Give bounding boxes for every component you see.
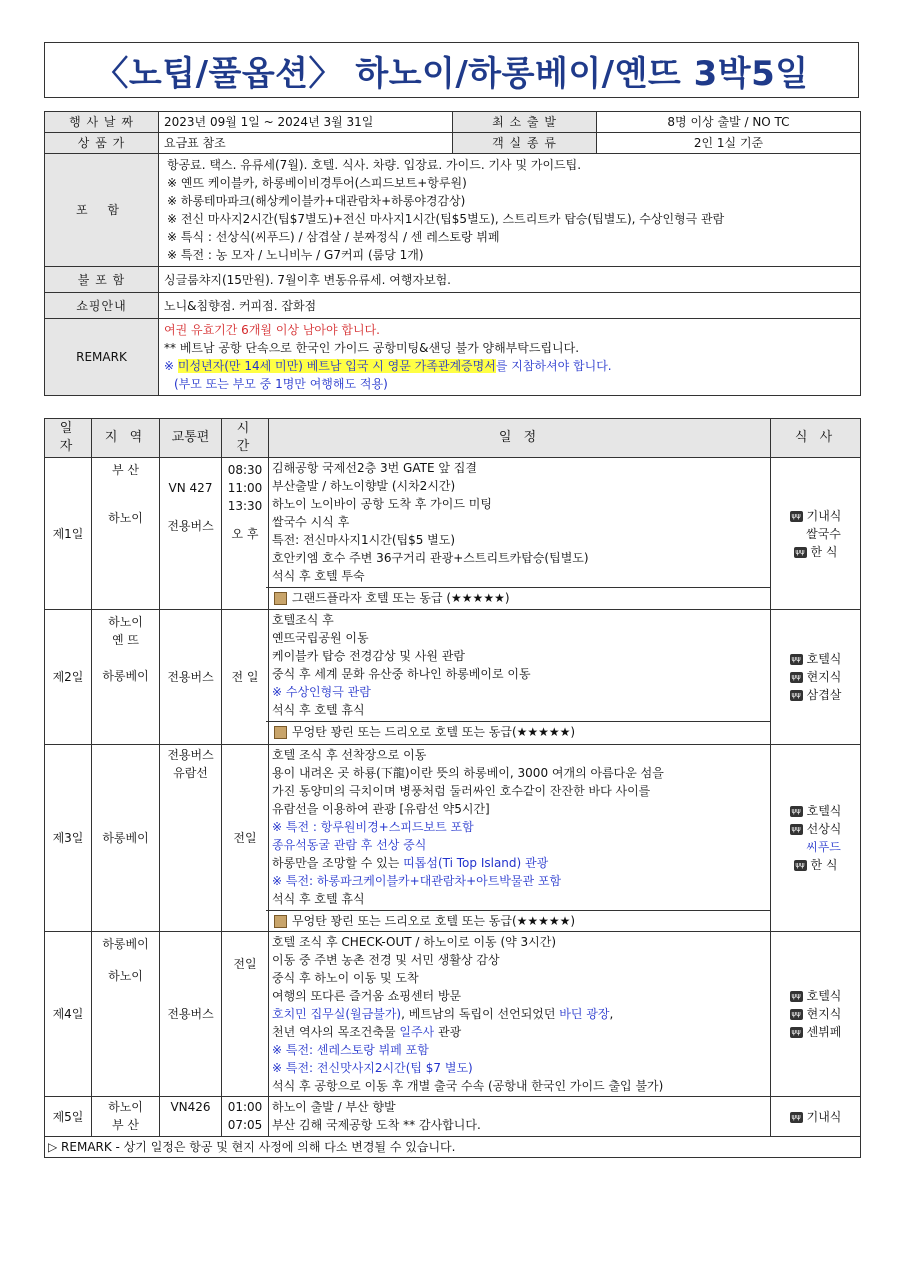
day5-itinerary — [269, 1097, 771, 1137]
meal-text: 현지식 — [806, 1007, 842, 1021]
day3-time: 전일 — [222, 745, 269, 932]
itinerary-line — [272, 1023, 767, 1041]
itinerary-line: 호텔 조식 후 CHECK-OUT / 하노이로 이동 (약 3시간) — [272, 935, 557, 949]
itinerary-line: 호안키엠 호수 주변 36구거리 관광+스트리트카탑승(팁별도) — [272, 551, 589, 565]
schedule-table — [44, 418, 861, 1158]
meal-icon: ψψ — [791, 1112, 801, 1121]
header-meal: 식 사 — [771, 419, 861, 458]
itinerary-line: 하노이 노이바이 공항 도착 후 가이드 미팅 — [272, 497, 492, 511]
shop-value: 노니&침향점. 커피점. 잡화점 — [159, 293, 861, 319]
remark-label: REMARK — [45, 319, 159, 396]
itinerary-line: 석식 후 호텔 휴식 — [272, 703, 365, 717]
remark-row — [45, 319, 861, 396]
region: 하노이 — [108, 969, 143, 983]
itinerary-line: 이동 중 주변 농촌 전경 및 서민 생활상 감상 — [272, 953, 500, 967]
text: , 베트남의 독립이 선언되었던 — [401, 1007, 560, 1021]
day4-label: 제4일 — [45, 932, 92, 1097]
itinerary-line: ※ 특전: 전신맛사지2시간(팁 $7 별도) — [272, 1061, 473, 1075]
hotel-row — [266, 910, 770, 931]
remark-passport: 여권 유효기간 6개월 이상 남아야 합니다. — [164, 323, 380, 337]
price-row — [45, 133, 861, 154]
flight-number: VN 427 — [168, 481, 213, 495]
meal — [774, 686, 857, 704]
meal — [774, 1108, 857, 1126]
include-line: ※ 옌뜨 케이블카, 하롱베이비경투어(스피드보트+항루원) — [167, 176, 467, 190]
meal-text: 선상식 — [806, 822, 842, 836]
day5-transport: VN426 — [160, 1097, 222, 1137]
include-line: ※ 하롱테마파크(해상케이블카+대관람차+하롱야경감상) — [167, 194, 466, 208]
itinerary-line: 여행의 또다른 즐거움 쇼핑센터 방문 — [272, 989, 462, 1003]
meal-text: 쌀국수 — [806, 526, 841, 541]
meal — [774, 507, 857, 525]
min-label: 최 소 출 발 — [453, 112, 597, 133]
period-label: 행 사 날 짜 — [45, 112, 159, 133]
meal-icon: ψψ — [791, 673, 801, 681]
day4-time — [222, 932, 269, 1097]
region-hanoi: 하노이 — [108, 511, 143, 525]
day5-time — [222, 1097, 269, 1137]
itinerary-line — [272, 854, 767, 872]
include-line: ※ 특식 : 선상식(씨푸드) / 삼겹살 / 분짜정식 / 센 레스토랑 뷔페 — [167, 230, 500, 244]
day4-row — [45, 932, 861, 1097]
meal-text: 호텔식 — [806, 989, 842, 1003]
text: 관광 — [434, 1025, 462, 1039]
meal-text: 기내식 — [806, 1109, 842, 1124]
info-table — [44, 111, 861, 396]
exclude-value: 싱글룸챠지(15만원). 7월이후 변동유류세. 여행자보험. — [159, 267, 861, 293]
hotel-row — [266, 587, 770, 608]
day2-label: 제2일 — [45, 610, 92, 745]
day1-transport — [160, 458, 222, 610]
period-row — [45, 112, 861, 133]
day3-region: 하롱베이 — [92, 745, 160, 932]
meal — [774, 820, 857, 838]
bus: 전용버스 — [167, 519, 214, 533]
one-pillar-pagoda: 일주사 — [399, 1025, 435, 1039]
exclude-label: 불 포 함 — [45, 267, 159, 293]
day4-region — [92, 932, 160, 1097]
itinerary-line: 특전: 전신마사지1시간(팁$5 별도) — [272, 533, 456, 547]
day5-row — [45, 1097, 861, 1137]
itinerary-line: 케이블카 탑승 전경감상 및 사원 관람 — [272, 649, 465, 663]
meal-icon: ψψ — [791, 825, 801, 833]
itinerary-line: ※ 수상인형극 관람 — [272, 685, 371, 699]
meal — [774, 838, 857, 856]
itinerary-line: 용이 내려온 곳 하룡(下龍)이란 뜻의 하롱베이, 3000 여개의 아름다운 섬을 — [272, 766, 664, 780]
include-row — [45, 154, 861, 267]
itinerary-line: ※ 특전 : 항루원비경+스피드보트 포함 — [272, 820, 474, 834]
itinerary-line: 호텔 조식 후 선착장으로 이동 — [272, 748, 427, 762]
remark-minor-prefix: ※ — [164, 359, 178, 373]
itinerary-line: 옌뜨국립공원 이동 — [272, 631, 369, 645]
remark-minor — [164, 357, 855, 375]
itinerary-line: 유람선을 이용하여 관광 [유람선 약5시간] — [272, 802, 490, 816]
meal-icon: ψψ — [791, 1028, 801, 1036]
exclude-row — [45, 267, 861, 293]
time: 11:00 — [227, 481, 263, 495]
header-region: 지 역 — [92, 419, 160, 458]
day4-itinerary — [269, 932, 771, 1097]
badinh-square: 바딘 광장 — [559, 1007, 610, 1021]
day4-meals — [771, 932, 861, 1097]
day2-meals — [771, 610, 861, 745]
itinerary-line: 쌀국수 시식 후 — [272, 515, 350, 529]
itinerary-line: 중식 후 하노이 이동 및 도착 — [272, 971, 419, 985]
time: 오 후 — [231, 527, 259, 541]
itinerary-line: 하노이 출발 / 부산 향발 — [272, 1100, 396, 1114]
cruise: 유람선 — [173, 766, 208, 780]
text: , — [609, 1007, 614, 1021]
day3-itinerary — [269, 745, 771, 932]
meal — [774, 543, 857, 561]
meal-icon: ψψ — [795, 547, 805, 556]
meal — [774, 856, 857, 874]
region: 하롱베이 — [102, 937, 149, 951]
time: 13:30 — [227, 499, 263, 513]
include-list — [159, 154, 861, 267]
meal — [774, 987, 857, 1005]
include-label: 포 함 — [45, 154, 159, 267]
day1-label: 제1일 — [45, 458, 92, 610]
day3-label: 제3일 — [45, 745, 92, 932]
price-value: 요금표 참조 — [159, 133, 453, 154]
hochiminh-office: 호치민 집무실(월금불가) — [272, 1007, 402, 1021]
itinerary-line — [272, 1005, 767, 1023]
remark-parent: (부모 또는 부모 중 1명만 여행해도 적용) — [174, 377, 388, 391]
meal-text: 기내식 — [806, 508, 842, 523]
region: 부 산 — [112, 1118, 139, 1132]
day2-row — [45, 610, 861, 745]
hotel-name: 무엉탄 꽝린 또는 드리오로 호텔 또는 동급(★★★★★) — [292, 914, 576, 928]
header-itinerary: 일 정 — [269, 419, 771, 458]
region-busan: 부 산 — [112, 463, 139, 477]
header-transport: 교통편 — [160, 419, 222, 458]
time: 01:00 — [227, 1100, 263, 1114]
remark-airport: ** 베트남 공항 단속으로 한국인 가이드 공항미팅&샌딩 불가 양해부탁드립니다. — [164, 341, 580, 355]
price-label: 상 품 가 — [45, 133, 159, 154]
hotel-name: 그랜드플라자 호텔 또는 동급 (★★★★★) — [292, 591, 510, 605]
meal-icon: ψψ — [791, 691, 801, 699]
title-box — [44, 42, 859, 98]
itinerary-line: ※ 특전: 하롱파크케이블카+대관람차+아트박물관 포함 — [272, 874, 562, 888]
room-label: 객 실 종 류 — [453, 133, 597, 154]
day2-region — [92, 610, 160, 745]
time: 08:30 — [227, 463, 263, 477]
day1-time — [222, 458, 269, 610]
day2-transport: 전용버스 — [160, 610, 222, 745]
itinerary-line: 가진 동양미의 극치이며 병풍처럼 둘러싸인 호수같이 잔잔한 바다 사이를 — [272, 784, 651, 798]
header-day: 일 자 — [45, 419, 92, 458]
hotel-icon — [274, 726, 287, 739]
remark-minor-suffix: 를 지참하셔야 합니다. — [495, 359, 612, 373]
text: 천년 역사의 목조건축물 — [272, 1025, 400, 1039]
meal-text: 씨푸드 — [806, 840, 841, 854]
itinerary-line: 부산출발 / 하노이향발 (시차2시간) — [272, 479, 456, 493]
meal-icon: ψψ — [791, 655, 801, 663]
shop-label: 쇼핑안내 — [45, 293, 159, 319]
meal-icon: ψψ — [791, 511, 801, 520]
itinerary-line: 석식 후 호텔 휴식 — [272, 892, 365, 906]
shop-row — [45, 293, 861, 319]
meal — [774, 668, 857, 686]
meal-icon: ψψ — [791, 1010, 801, 1018]
hotel-row — [266, 721, 770, 742]
include-line: 항공료. 택스. 유류세(7월). 호텔. 식사. 차량. 입장료. 가이드. 기사 및 가이드팁. — [167, 158, 582, 172]
day2-itinerary — [269, 610, 771, 745]
hotel-name: 무엉탄 꽝린 또는 드리오로 호텔 또는 동급(★★★★★) — [292, 725, 576, 739]
remark-minor-highlight: 미성년자(만 14세 미만) 베트남 입국 시 영문 가족관계증명서 — [177, 359, 496, 373]
meal — [774, 525, 857, 543]
hotel-icon — [274, 915, 287, 928]
meal-text: 센뷔페 — [806, 1025, 842, 1039]
itinerary-line: 중식 후 세계 문화 유산중 하나인 하롱베이로 이동 — [272, 667, 531, 681]
meal — [774, 1023, 857, 1041]
min-value: 8명 이상 출발 / NO TC — [597, 112, 861, 133]
text: 하롱만을 조망할 수 있는 — [272, 856, 404, 870]
remark-content — [159, 319, 861, 396]
include-line: ※ 특전 : 농 모자 / 노니비누 / G7커피 (룸당 1개) — [167, 248, 424, 262]
meal-text: 한 식 — [810, 858, 838, 872]
bus: 전용버스 — [167, 748, 214, 762]
footer-remark: ▷ REMARK - 상기 일정은 항공 및 현지 사정에 의해 다소 변경될 수 있습니다. — [45, 1137, 861, 1158]
time: 07:05 — [227, 1118, 263, 1132]
meal-icon: ψψ — [791, 807, 801, 815]
meal-text: 현지식 — [806, 670, 842, 684]
region: 하롱베이 — [102, 669, 149, 683]
day5-label: 제5일 — [45, 1097, 92, 1137]
itinerary-line: 석식 후 호텔 투숙 — [272, 569, 365, 583]
day5-region — [92, 1097, 160, 1137]
schedule-header — [45, 419, 861, 458]
time: 전일 — [233, 957, 257, 971]
day3-row — [45, 745, 861, 932]
meal-text: 한 식 — [810, 544, 838, 559]
itinerary-line: 부산 김해 국제공항 도착 ** 감사합니다. — [272, 1118, 481, 1132]
meal — [774, 802, 857, 820]
header-time: 시 간 — [222, 419, 269, 458]
day3-meals — [771, 745, 861, 932]
region: 하노이 — [108, 1100, 143, 1114]
ti-top-island: 띠톱섬(Ti Top Island) 관광 — [403, 856, 549, 870]
meal-text: 호텔식 — [806, 652, 842, 666]
region: 옌 뜨 — [112, 633, 139, 647]
meal-icon: ψψ — [795, 861, 805, 869]
itinerary-line: 호텔조식 후 — [272, 613, 334, 627]
day1-meals — [771, 458, 861, 610]
region: 하노이 — [108, 615, 143, 629]
day1-region — [92, 458, 160, 610]
itinerary-line: ※ 특전: 센레스토랑 뷔페 포함 — [272, 1043, 429, 1057]
day1-itinerary — [269, 458, 771, 610]
meal — [774, 1005, 857, 1023]
meal-icon: ψψ — [791, 992, 801, 1000]
include-line: ※ 전신 마사지2시간(팁$7별도)+전신 마사지1시간(팁$5별도), 스트리트카 탑승(팁별도), 수상인형극 관람 — [167, 212, 725, 226]
meal-text: 삼겹살 — [806, 688, 842, 702]
period-value: 2023년 09월 1일 ~ 2024년 3월 31일 — [159, 112, 453, 133]
footer-row — [45, 1137, 861, 1158]
day2-time: 전 일 — [222, 610, 269, 745]
day1-row — [45, 458, 861, 610]
day3-transport — [160, 745, 222, 932]
meal — [774, 650, 857, 668]
page-title: 〈노팁/풀옵션〉 하노이/하롱베이/옌뜨 3박5일 — [94, 53, 809, 94]
itinerary-line: 석식 후 공항으로 이동 후 개별 출국 수속 (공항내 한국인 가이드 출입 불가) — [272, 1079, 664, 1093]
day4-transport: 전용버스 — [160, 932, 222, 1097]
meal-text: 호텔식 — [806, 804, 842, 818]
room-value: 2인 1실 기준 — [597, 133, 861, 154]
hotel-icon — [274, 592, 287, 605]
day5-meals — [771, 1097, 861, 1137]
itinerary-line: 종유석동굴 관람 후 선상 중식 — [272, 838, 427, 852]
itinerary-line: 김해공항 국제선2층 3번 GATE 앞 집결 — [272, 461, 477, 475]
